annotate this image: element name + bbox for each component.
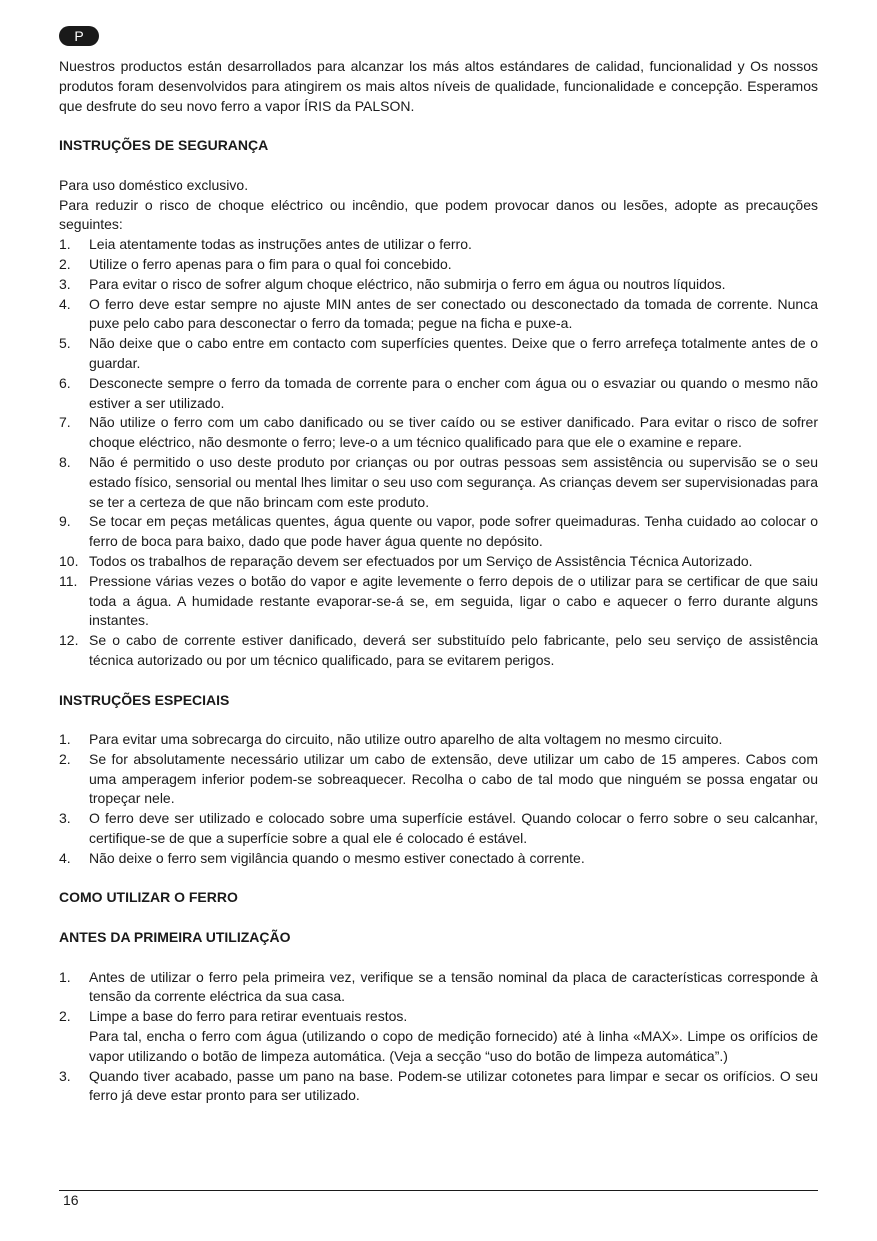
how-to-use-heading: COMO UTILIZAR O FERRO <box>59 889 238 906</box>
special-instructions-list <box>59 730 818 869</box>
footer-divider <box>59 1190 818 1191</box>
list-item: 2. Se for absolutamente necessário utilizar um cabo de extensão, deve utilizar um cabo de 15 amperes. Cabos com uma amperagem inferior podem-se sobreaquecer. Recolha o cabo de tal modo que ninguém se possa engatar ou tropeçar nele. <box>59 750 818 807</box>
list-item: 2. Utilize o ferro apenas para o fim para o qual foi concebido. <box>59 255 452 272</box>
list-item: 8. Não é permitido o uso deste produto por crianças ou por outras pessoas sem assistência ou supervisão se o seu estado físico, sensorial ou mental lhes limitar o seu uso com segurança. As crianças devem ser supervisionadas para se ter a certeza de que não brincam com este produto. <box>59 453 818 510</box>
list-item: 6. Desconecte sempre o ferro da tomada de corrente para o encher com água ou o esvaziar ou quando o mesmo não estiver a ser utilizado. <box>59 374 818 411</box>
list-item: 3. Quando tiver acabado, passe um pano na base. Podem-se utilizar cotonetes para limpar e secar os orifícios. O seu ferro já deve estar pronto para ser utilizado. <box>59 1067 818 1104</box>
list-item: 2. Limpe a base do ferro para retirar eventuais restos. Para tal, encha o ferro com água (utilizando o copo de medição fornecido) até à linha «MAX». Limpe os orifícios de vapor utilizando o botão de limpeza automática. (Veja a secção “uso do botão de limpeza automática”.) <box>59 1008 818 1064</box>
safety-lead-domestic: Para uso doméstico exclusivo. <box>59 176 249 193</box>
list-item: 1. Antes de utilizar o ferro pela primeira vez, verifique se a tensão nominal da placa de características corresponde à tensão da corrente eléctrica da sua casa. <box>59 968 818 1005</box>
list-item: 9. Se tocar em peças metálicas quentes, água quente ou vapor, pode sofrer queimaduras. Tenha cuidado ao colocar o ferro de boca para baixo, dado que pode haver água quente no depósito. <box>59 513 818 550</box>
list-item: 11. Pressione várias vezes o botão do vapor e agite levemente o ferro depois de o utilizar para se certificar de que saiu toda a água. A humidade restante evaporar-se-á se, em seguida, ligar o cabo e aquecer o ferro durante alguns instantes. <box>59 572 818 629</box>
intro-paragraph: Nuestros productos están desarrollados para alcanzar los más altos estándares de calidad, funcionalidad y Os nossos produtos foram desenvolvidos para atingirem os mais altos níveis de qualidade, funcionalidade e concepção. Esperamos que desfrute do seu novo ferro a vapor ÍRIS da PALSON. <box>59 58 818 114</box>
list-item: 10. Todos os trabalhos de reparação devem ser efectuados por um Serviço de Assistência Técnica Autorizado. <box>59 552 753 569</box>
list-item: 1. Leia atentamente todas as instruções antes de utilizar o ferro. <box>59 236 472 253</box>
document-body <box>59 57 818 1106</box>
language-badge: P <box>59 26 99 46</box>
list-item: 3. O ferro deve ser utilizado e colocado sobre uma superfície estável. Quando colocar o ferro sobre o seu calcanhar, certifique-se de que a superfície sobre a qual ele é colocado é estável. <box>59 810 818 847</box>
safety-lead-precautions: Para reduzir o risco de choque eléctrico ou incêndio, que podem provocar danos ou lesões, adopte as precauções seguintes: <box>59 196 818 233</box>
list-item: 1. Para evitar uma sobrecarga do circuito, não utilize outro aparelho de alta voltagem no mesmo circuito. <box>59 731 723 748</box>
before-first-use-heading: ANTES DA PRIMEIRA UTILIZAÇÃO <box>59 929 291 946</box>
list-item-extra: Para tal, encha o ferro com água (utilizando o copo de medição fornecido) até à linha «MAX». Limpe os orifícios de vapor utilizando o botão de limpeza automática. (Veja a secção “uso do botão de limpeza automática”.) <box>89 1028 818 1064</box>
list-item: 3. Para evitar o risco de sofrer algum choque eléctrico, não submirja o ferro em água ou noutros líquidos. <box>59 275 726 292</box>
first-use-list <box>59 968 818 1107</box>
special-instructions-heading: INSTRUÇÕES ESPECIAIS <box>59 691 230 708</box>
list-item: 12. Se o cabo de corrente estiver danificado, deverá ser substituído pelo fabricante, pelo seu serviço de assistência técnica autorizado ou por um técnico qualificado, para se evitarem perigos. <box>59 632 818 668</box>
list-item: 7. Não utilize o ferro com um cabo danificado ou se tiver caído ou se estiver danificado. Para evitar o risco de sofrer choque eléctrico, não desmonte o ferro; leve-o a um técnico qualificado para que ele o examine e repare. <box>59 414 818 451</box>
safety-instructions-heading: INSTRUÇÕES DE SEGURANÇA <box>59 137 269 154</box>
safety-instructions-list <box>59 235 818 671</box>
page-number: 16 <box>63 1192 79 1208</box>
list-item: 4. Não deixe o ferro sem vigilância quando o mesmo estiver conectado à corrente. <box>59 849 585 866</box>
list-item: 4. O ferro deve estar sempre no ajuste MIN antes de ser conectado ou desconectado da tomada de corrente. Nunca puxe pelo cabo para desconectar o ferro da tomada; pegue na ficha e puxe-a. <box>59 295 818 332</box>
list-item: 5. Não deixe que o cabo entre em contacto com superfícies quentes. Deixe que o ferro arrefeça totalmente antes de o guardar. <box>59 335 818 371</box>
